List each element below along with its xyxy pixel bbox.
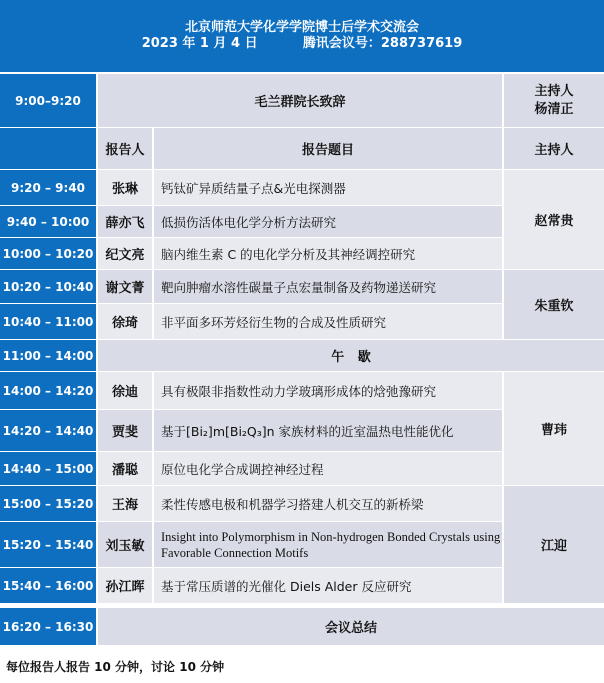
opening-host-cell (502, 74, 604, 128)
session-time: 10:40 – 11:00 (0, 304, 96, 340)
closing-row (0, 608, 604, 646)
opening-time: 9:00–9:20 (0, 74, 96, 128)
session-topic: 非平面多环芳烃衍生物的合成及性质研究 (152, 304, 502, 340)
column-header-host: 主持人 (502, 128, 604, 170)
session-time: 10:20 – 10:40 (0, 270, 96, 304)
lunch-time: 11:00 – 14:00 (0, 340, 96, 372)
opening-host-name: 杨清正 (534, 101, 574, 117)
column-header-time (0, 128, 96, 170)
session-topic: 靶向肿瘤水溶性碳量子点宏量制备及药物递送研究 (152, 270, 502, 304)
page-title: 北京师范大学化学学院博士后学术交流会 (184, 20, 419, 35)
session-topic: 柔性传感电极和机器学习搭建人机交互的新桥梁 (152, 486, 502, 522)
session-host: 江迎 (502, 486, 604, 604)
session-time: 14:20 – 14:40 (0, 410, 96, 452)
column-header-topic: 报告题目 (152, 128, 502, 170)
page-subtitle: 2023 年 1 月 4 日 腾讯会议号：288737619 (141, 36, 463, 51)
session-host: 赵常贵 (502, 170, 604, 270)
session-time: 14:00 – 14:20 (0, 372, 96, 410)
session-speaker: 徐迪 (96, 372, 152, 410)
session-time: 14:40 – 15:00 (0, 452, 96, 486)
session-speaker: 孙江晖 (96, 568, 152, 604)
closing-label: 会议总结 (96, 608, 604, 646)
closing-time: 16:20 – 16:30 (0, 608, 96, 646)
session-time: 15:00 – 15:20 (0, 486, 96, 522)
session-speaker: 王海 (96, 486, 152, 522)
opening-event: 毛兰群院长致辞 (96, 74, 502, 128)
session-speaker: 贾斐 (96, 410, 152, 452)
session-speaker: 张琳 (96, 170, 152, 206)
opening-row (0, 74, 604, 128)
column-header-speaker: 报告人 (96, 128, 152, 170)
lunch-label: 午 歇 (96, 340, 604, 372)
opening-host-label: 主持人 (534, 83, 574, 99)
session-host: 朱重钦 (502, 270, 604, 340)
session-topic: Insight into Polymorphism in Non-hydrogen Bonded Crystals using Favorable Connection Motifs (152, 522, 502, 568)
session-time: 15:20 – 15:40 (0, 522, 96, 568)
session-speaker: 刘玉敏 (96, 522, 152, 568)
session-topic: 原位电化学合成调控神经过程 (152, 452, 502, 486)
session-time: 10:00 – 10:20 (0, 238, 96, 270)
column-header-row (0, 128, 604, 170)
session-topic: 钙钛矿异质结量子点&光电探测器 (152, 170, 502, 206)
session-time: 15:40 – 16:00 (0, 568, 96, 604)
session-speaker: 薛亦飞 (96, 206, 152, 238)
page-header (0, 0, 604, 72)
session-speaker: 徐琦 (96, 304, 152, 340)
session-topic: 具有极限非指数性动力学玻璃形成体的焓弛豫研究 (152, 372, 502, 410)
footer-note: 每位报告人报告 10 分钟，讨论 10 分钟 (6, 660, 225, 674)
session-speaker: 纪文亮 (96, 238, 152, 270)
session-speaker: 谢文菁 (96, 270, 152, 304)
session-time: 9:40 – 10:00 (0, 206, 96, 238)
session-time: 9:20 – 9:40 (0, 170, 96, 206)
session-topic: 基于[Bi₂]m[Bi₂Q₃]n 家族材料的近室温热电性能优化 (152, 410, 502, 452)
session-topic: 脑内维生素 C 的电化学分析及其神经调控研究 (152, 238, 502, 270)
session-host: 曹玮 (502, 372, 604, 486)
session-topic: 低损伤活体电化学分析方法研究 (152, 206, 502, 238)
session-topic: 基于常压质谱的光催化 Diels Alder 反应研究 (152, 568, 502, 604)
session-speaker: 潘聪 (96, 452, 152, 486)
lunch-row (0, 340, 604, 372)
